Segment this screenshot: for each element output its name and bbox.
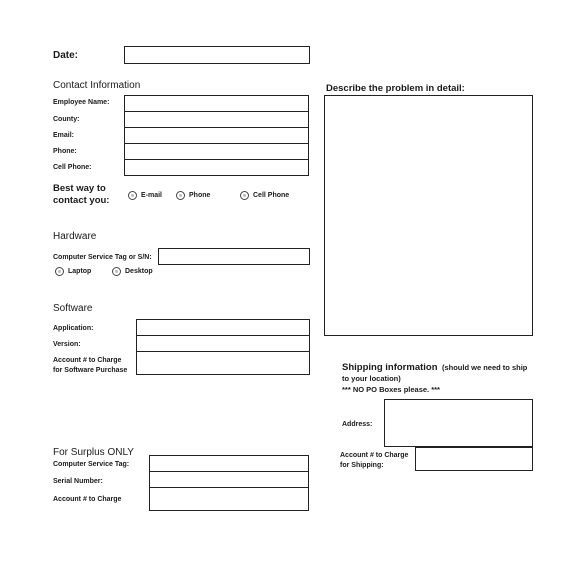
email-label: Email: xyxy=(53,132,75,139)
hardware-heading: Hardware xyxy=(53,231,97,242)
address-field[interactable] xyxy=(384,399,533,447)
county-field[interactable] xyxy=(124,111,309,128)
county-label: County: xyxy=(53,116,80,123)
laptop-radio[interactable] xyxy=(55,267,64,276)
shipping-heading: Shipping information xyxy=(342,362,438,373)
desktop-radio-label: Desktop xyxy=(125,268,153,275)
software-account-label-line2: for Software Purchase xyxy=(53,367,128,374)
software-heading: Software xyxy=(53,303,93,314)
cell-phone-radio-label: Cell Phone xyxy=(253,192,290,199)
serial-number-field[interactable] xyxy=(149,471,309,488)
laptop-radio-label: Laptop xyxy=(68,268,92,275)
best-way-label-line1: Best way to xyxy=(53,183,106,194)
surplus-account-label: Account # to Charge xyxy=(53,496,122,503)
no-po-boxes-note: *** NO PO Boxes please. *** xyxy=(342,385,440,394)
date-field[interactable] xyxy=(124,46,310,64)
serial-number-label: Serial Number: xyxy=(53,478,103,485)
problem-description-field[interactable] xyxy=(324,95,533,336)
employee-name-field[interactable] xyxy=(124,95,309,112)
shipping-heading-line xyxy=(342,360,527,374)
application-label: Application: xyxy=(53,325,94,332)
surplus-account-field[interactable] xyxy=(149,487,309,511)
version-field[interactable] xyxy=(136,335,310,352)
hardware-tag-field[interactable] xyxy=(158,248,310,265)
address-label: Address: xyxy=(342,421,373,428)
surplus-tag-field[interactable] xyxy=(149,455,309,472)
cell-phone-label: Cell Phone: xyxy=(53,164,92,171)
application-field[interactable] xyxy=(136,319,310,336)
phone-radio[interactable] xyxy=(176,191,185,200)
software-account-label-line1: Account # to Charge xyxy=(53,357,122,364)
phone-radio-label: Phone xyxy=(189,192,211,199)
shipping-note-part2: to your location) xyxy=(342,374,401,383)
shipping-note-part1: (should we need to ship xyxy=(441,363,528,372)
shipping-account-label-line1: Account # to Charge xyxy=(340,452,409,459)
surplus-tag-label: Computer Service Tag: xyxy=(53,461,130,468)
best-way-label-line2: contact you: xyxy=(53,195,110,206)
employee-name-label: Employee Name: xyxy=(53,99,110,106)
contact-heading: Contact Information xyxy=(53,80,141,91)
shipping-account-field[interactable] xyxy=(415,447,533,471)
software-account-field[interactable] xyxy=(136,351,310,375)
email-radio-label: E-mail xyxy=(141,192,163,199)
surplus-heading: For Surplus ONLY xyxy=(53,447,134,458)
cell-phone-field[interactable] xyxy=(124,159,309,176)
version-label: Version: xyxy=(53,341,81,348)
problem-label: Describe the problem in detail: xyxy=(326,83,465,94)
hardware-tag-label: Computer Service Tag or S/N: xyxy=(53,254,152,261)
phone-field[interactable] xyxy=(124,143,309,160)
date-label: Date: xyxy=(53,50,79,61)
email-radio[interactable] xyxy=(128,191,137,200)
phone-label: Phone: xyxy=(53,148,77,155)
cell-phone-radio[interactable] xyxy=(240,191,249,200)
shipping-account-label-line2: for Shipping: xyxy=(340,462,384,469)
email-field[interactable] xyxy=(124,127,309,144)
desktop-radio[interactable] xyxy=(112,267,121,276)
